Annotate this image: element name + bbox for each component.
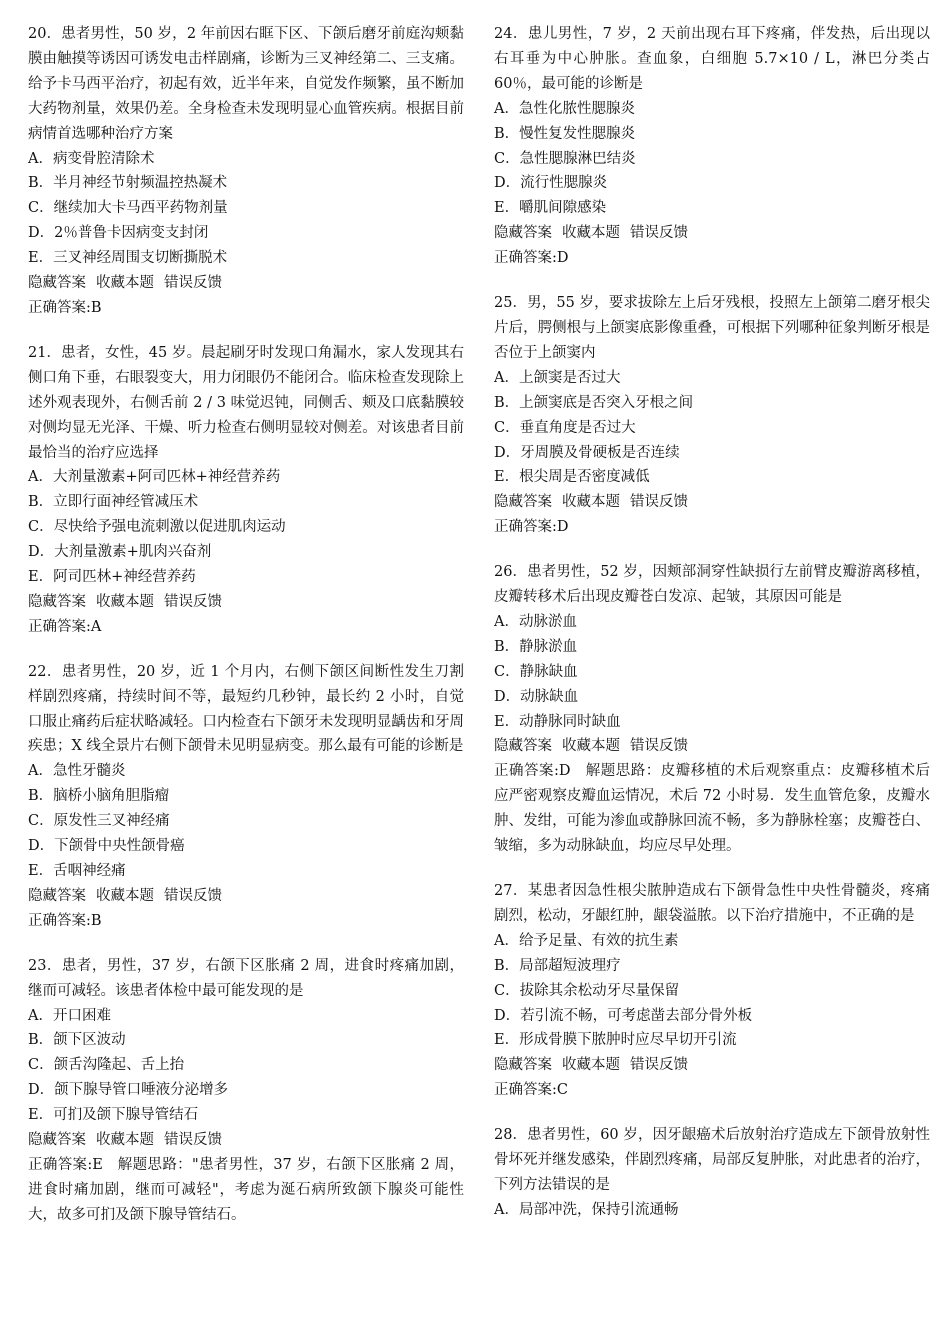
option-c[interactable]: C．原发性三叉神经痛 [28,813,170,830]
hide-answer-link[interactable]: 隐藏答案 [28,593,86,610]
option-b[interactable]: B．上颌窦底是否突入牙根之间 [494,394,694,411]
report-error-link[interactable]: 错误反馈 [164,593,222,610]
question-27 [494,879,930,1103]
question-23 [28,954,464,1228]
option-a[interactable]: A．急性化脓性腮腺炎 [494,100,635,117]
option-c[interactable]: C．颌舌沟隆起、舌上抬 [28,1057,185,1074]
option-c[interactable]: C．拔除其余松动牙尽量保留 [494,982,680,999]
option-d[interactable]: D．若引流不畅，可考虑凿去部分骨外板 [494,1007,753,1024]
question-actions [494,1053,930,1078]
correct-answer [494,1078,930,1103]
correct-answer [494,515,930,540]
option-d[interactable]: D．大剂量激素+肌肉兴奋剂 [28,544,212,561]
answer-value: C [556,1082,568,1099]
answer-label: 正确答案: [494,763,559,780]
hide-answer-link[interactable]: 隐藏答案 [494,494,552,511]
option-e[interactable]: E．动静脉同时缺血 [494,713,621,730]
question-stem: 20．患者男性，50 岁，2 年前因右眶下区、下颌后磨牙前庭沟颊黏膜由触摸等诱因可诱发电击样剧痛，诊断为三叉神经第二、三支痛。给予卡马西平治疗，初起有效，近半年来，自觉发作频繁，虽不断加大药物剂量，效果仍差。全身检查未发现明显心血管疾病。根据目前病情首选哪种治疗方案 [28,26,464,142]
correct-answer [494,759,930,859]
favorite-link[interactable]: 收藏本题 [562,225,620,242]
option-d[interactable]: D．颌下腺导管口唾液分泌增多 [28,1082,229,1099]
question-26 [494,560,930,859]
explanation-label: 解题思路： [585,763,661,780]
option-d[interactable]: D．动脉缺血 [494,688,579,705]
question-24 [494,22,930,271]
option-b[interactable]: B．局部超短波理疗 [494,957,621,974]
question-actions [28,271,464,296]
question-stem: 23．患者，男性，37 岁，右颌下区胀痛 2 周，进食时疼痛加剧，继而可减轻。该患者体检中最可能发现的是 [28,957,464,999]
question-actions [494,490,930,515]
option-e[interactable]: E．舌咽神经痛 [28,863,126,879]
answer-value: B [90,912,102,929]
question-actions [28,590,464,615]
option-b[interactable]: B．颌下区波动 [28,1032,126,1049]
option-a[interactable]: A．上颌窦是否过大 [494,369,621,386]
explanation-text: "患者男性，37 岁，右颌下区胀痛 2 周，进食时痛加剧，继而可减轻"，考虑为涎石病所致颌下腺炎可能性大，故多可扪及颌下腺导管结石。 [28,1156,465,1223]
hide-answer-link[interactable]: 隐藏答案 [494,225,552,242]
correct-answer [28,1153,464,1228]
option-a[interactable]: A．局部冲洗，保持引流通畅 [494,1201,679,1218]
report-error-link[interactable]: 错误反馈 [630,494,688,511]
question-stem: 26．患者男性，52 岁，因颊部洞穿性缺损行左前臂皮瓣游离移植，皮瓣转移术后出现皮瓣苍白发凉、起皱，其原因可能是 [494,564,930,606]
hide-answer-link[interactable]: 隐藏答案 [28,275,86,292]
favorite-link[interactable]: 收藏本题 [96,887,154,904]
favorite-link[interactable]: 收藏本题 [96,593,154,610]
favorite-link[interactable]: 收藏本题 [562,494,620,511]
correct-answer [28,615,464,640]
answer-label: 正确答案: [494,1082,557,1099]
question-actions [494,734,930,759]
correct-answer [28,909,464,934]
question-stem: 28．患者男性，60 岁，因牙龈癌术后放射治疗造成左下颌骨放射性骨坏死并继发感染，伴剧烈疼痛，局部反复肿胀，对此患者的治疗，下列方法错误的是 [494,1127,930,1193]
report-error-link[interactable]: 错误反馈 [630,225,688,242]
question-stem: 25．男，55 岁，要求拔除左上后牙残根，投照左上颌第二磨牙根尖片后，腭侧根与上颌窦底影像重叠，可根据下列哪种征象判断牙根是否位于上颌窦内 [494,295,930,361]
option-c[interactable]: C．垂直角度是否过大 [494,419,636,436]
explanation-label: 解题思路： [117,1156,193,1173]
option-b[interactable]: B．脑桥小脑角胆脂瘤 [28,788,170,805]
answer-value: D [558,763,571,780]
option-c[interactable]: C．继续加大卡马西平药物剂量 [28,200,228,217]
question-21 [28,341,464,640]
option-d[interactable]: D．流行性腮腺炎 [494,175,608,192]
option-c[interactable]: C．静脉缺血 [494,663,578,680]
option-a[interactable]: A．急性牙髓炎 [28,763,126,780]
option-d[interactable]: D．牙周膜及骨硬板是否连续 [494,444,680,461]
answer-label: 正确答案: [494,519,557,536]
report-error-link[interactable]: 错误反馈 [630,738,688,755]
option-b[interactable]: B．慢性复发性腮腺炎 [494,125,636,142]
answer-label: 正确答案: [28,618,91,635]
favorite-link[interactable]: 收藏本题 [562,738,620,755]
question-22 [28,660,464,934]
left-column [28,22,464,1248]
report-error-link[interactable]: 错误反馈 [630,1057,688,1074]
report-error-link[interactable]: 错误反馈 [164,275,222,292]
option-c[interactable]: C．尽快给予强电流刺激以促进肌肉运动 [28,519,286,536]
option-b[interactable]: B．立即行面神经管减压术 [28,494,199,511]
question-actions [494,221,930,246]
question-stem: 21．患者，女性，45 岁。晨起刷牙时发现口角漏水，家人发现其右侧口角下垂，右眼裂变大，用力闭眼仍不能闭合。临床检查发现除上述外观表现外，右侧舌前 2 / 3 味觉迟钝，同侧舌、颊及口底黏膜较对侧均显无光泽、干燥、听力检查右侧明显较对侧差。对该患者目前最恰当的治疗应选择 [28,344,464,461]
correct-answer [494,246,930,271]
answer-value: D [556,519,569,536]
option-a[interactable]: A．大剂量激素+阿司匹林+神经营养药 [28,469,281,486]
correct-answer [28,296,464,321]
right-column [494,22,930,1243]
answer-value: A [90,618,102,635]
answer-value: B [90,299,102,316]
option-e[interactable]: E．根尖周是否密度减低 [494,469,650,486]
question-stem: 27．某患者因急性根尖脓肿造成右下颌骨急性中央性骨髓炎，疼痛剧烈，松动，牙龈红肿，龈袋溢脓。以下治疗措施中，不正确的是 [494,883,930,924]
favorite-link[interactable]: 收藏本题 [562,1057,620,1074]
answer-label: 正确答案: [494,250,557,267]
question-28 [494,1123,930,1223]
hide-answer-link[interactable]: 隐藏答案 [28,1132,86,1149]
favorite-link[interactable]: 收藏本题 [96,275,154,292]
option-e[interactable]: E．三叉神经周围支切断撕脱术 [28,250,228,267]
answer-value: E [92,1156,103,1173]
favorite-link[interactable]: 收藏本题 [96,1132,154,1149]
question-actions [28,884,464,909]
report-error-link[interactable]: 错误反馈 [164,1132,222,1149]
option-b[interactable]: B．静脉淤血 [494,638,578,655]
option-e[interactable]: E．形成骨膜下脓肿时应尽早切开引流 [494,1032,737,1049]
option-a[interactable]: A．病变骨腔清除术 [28,150,155,167]
option-d[interactable]: D．2％普鲁卡因病变支封闭 [28,225,209,242]
explanation-text: 皮瓣移植的术后观察重点：皮瓣移植术后应严密观察皮瓣血运情况，术后 72 小时易．发生血管危象，皮瓣水肿、发绀，可能为渗血或静脉回流不畅，多为静脉栓塞；皮瓣苍白、皱缩，多为动脉缺血，均应尽早处理。 [494,763,931,855]
question-actions [28,1128,464,1153]
option-a[interactable]: A．动脉淤血 [494,613,577,630]
answer-label: 正确答案: [28,299,91,316]
option-a[interactable]: A．给予足量、有效的抗生素 [494,932,679,949]
hide-answer-link[interactable]: 隐藏答案 [494,1057,552,1074]
option-e[interactable]: E．可扪及颌下腺导管结石 [28,1107,199,1124]
question-25 [494,291,930,540]
answer-label: 正确答案: [28,1156,93,1173]
question-stem: 22．患者男性，20 岁，近 1 个月内，右侧下颌区间断性发生刀割样剧烈疼痛，持续时间不等，最短约几秒钟，最长约 2 小时，自觉口服止痛药后症状略减轻。口内检查右下颌牙未发现明显龋齿和牙周疾患；X 线全景片右侧下颌骨未见明显病变。那么最有可能的诊断是 [28,663,464,755]
hide-answer-link[interactable]: 隐藏答案 [28,887,86,904]
answer-label: 正确答案: [28,912,91,929]
option-a[interactable]: A．开口困难 [28,1007,111,1024]
answer-value: D [556,250,569,267]
option-d[interactable]: D．下颌骨中央性颌骨癌 [28,838,185,855]
option-b[interactable]: B．半月神经节射频温控热凝术 [28,175,228,192]
question-stem: 24．患儿男性，7 岁，2 天前出现右耳下疼痛，伴发热，后出现以右耳垂为中心肿胀。查血象，白细胞 5.7×10 / L，淋巴分类占 60％，最可能的诊断是 [494,26,930,92]
option-e[interactable]: E．嚼肌间隙感染 [494,200,607,217]
hide-answer-link[interactable]: 隐藏答案 [494,738,552,755]
option-c[interactable]: C．急性腮腺淋巴结炎 [494,150,636,167]
report-error-link[interactable]: 错误反馈 [164,887,222,904]
option-e[interactable]: E．阿司匹林+神经营养药 [28,569,196,586]
question-20 [28,22,464,321]
